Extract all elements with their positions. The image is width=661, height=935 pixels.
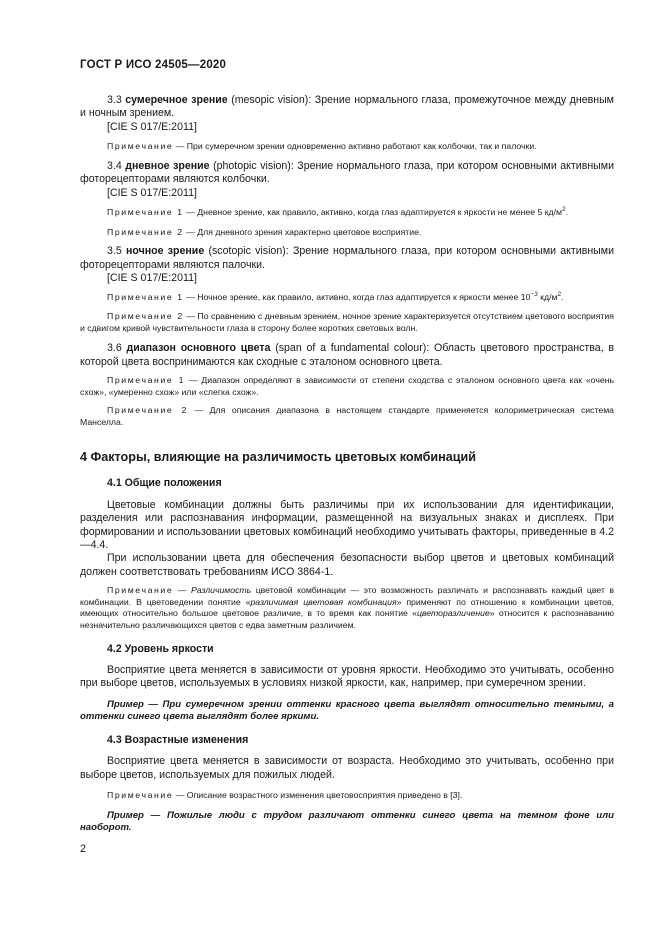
- term-3-5: [80, 245, 614, 334]
- paragraph: Цветовые комбинации должны быть различимы при их использовании для идентификации, разделения или распознавания информации, размещенной на визуальных знаках и дисплеях. При формировании и использовании цветовых комбинаций необходимо учитывать факторы, приведенные в 4.2—4.4.: [80, 498, 614, 552]
- subsection-4-1: [80, 477, 614, 631]
- term-source: [CIE S 017/E:2011]: [107, 186, 197, 199]
- term-text: (mesopic vision): Зрение нормального глаза, промежуточное между дневным и ночным зрением.: [80, 94, 614, 120]
- term-number: 3.5: [107, 245, 122, 258]
- example: Пример — При сумеречном зрении оттенки красного цвета выглядят относительно темными, а оттенки синего цвета выглядят более яркими.: [80, 698, 614, 723]
- note-label: Примечание: [107, 375, 174, 386]
- term-number: 3.3: [107, 94, 122, 106]
- note-text: — Для дневного зрения характерно цветовое восприятие.: [183, 226, 422, 237]
- note-label: Примечание: [107, 141, 174, 152]
- term-note-1: [80, 375, 614, 398]
- page-content: [80, 94, 614, 835]
- note-label: Примечание: [107, 207, 174, 218]
- section-title: 4 Факторы, влияющие на различимость цветовых комбинаций: [80, 450, 476, 465]
- term-name: диапазон основного цвета: [126, 342, 271, 355]
- note-text: — Дневное зрение, как правило, активно, когда глаз адаптируется к яркости не менее 5 кд/м: [183, 207, 562, 218]
- note-text: — Для описания диапазона в настоящем стандарте применяется колориметрическая система Манселла.: [80, 405, 614, 427]
- subsection-title: 4.1 Общие положения: [107, 477, 222, 490]
- term-source: [CIE S 017/E:2011]: [107, 120, 197, 133]
- note-end: .: [565, 207, 569, 218]
- subsection-4-2: [80, 643, 614, 724]
- superscript: 2: [557, 291, 562, 299]
- page-number: 2: [80, 843, 87, 855]
- term-text: (span of a fundamental colour): Область цветового пространства, в которой цвета воспринимаются как сходные с эталоном основного цвета.: [80, 342, 614, 368]
- note-number: 1: [173, 292, 184, 303]
- section-note: [80, 585, 614, 631]
- term-note-2: [80, 405, 614, 428]
- term-3-3: [80, 94, 614, 153]
- term-name: сумеречное зрение: [125, 94, 228, 106]
- term-text: (scotopic vision): Зрение нормального глаза, при котором основными активными фоторецепторами являются палочки.: [80, 245, 614, 271]
- term-note: [80, 141, 614, 153]
- note-label: Примечание: [107, 790, 174, 801]
- note-text: — Ночное зрение, как правило, активно, когда глаз адаптируется к яркости менее 10: [183, 292, 531, 303]
- note-number: 2: [173, 226, 184, 237]
- note-text: — Диапазон определяют в зависимости от степени сходства с эталоном основного цвета как «очень схож», «умеренно схож» или «слегка схож».: [80, 375, 614, 397]
- term-3-4: [80, 160, 614, 238]
- note-number: 1: [173, 207, 184, 218]
- subsection-4-3: [80, 734, 614, 835]
- note-end: .: [561, 292, 564, 303]
- note-text: — Описание возрастного изменения цветовосприятия приведено в [3].: [173, 790, 463, 801]
- term-number: 3.6: [107, 342, 122, 355]
- term-note-2: [80, 311, 614, 334]
- term-definition: [80, 160, 614, 187]
- term-note-1: [80, 207, 614, 219]
- note-unit: кд/м: [537, 292, 558, 303]
- paragraph: При использовании цвета для обеспечения безопасности выбор цветов и цветовых комбинаций должен соответствовать требованиям ИСО 3864-1.: [80, 552, 614, 578]
- term-definition: [80, 245, 614, 272]
- paragraph: Восприятие цвета меняется в зависимости от возраста. Необходимо это учитывать, особенно при выборе цветов, используемых для пожилых людей.: [80, 755, 614, 781]
- note-text: » применяют по отношению к комбинации цветов, имеющих относительно большое цветовое различие, в то время как понятие «: [80, 596, 615, 619]
- note-label: Примечание: [107, 311, 174, 322]
- example: Пример — Пожилые люди с трудом различают оттенки синего цвета на темном фоне или наоборот.: [80, 809, 614, 834]
- note-label: Примечание: [107, 405, 174, 416]
- superscript: −3: [530, 291, 538, 299]
- term-3-6: [80, 342, 614, 428]
- note-number: 2: [173, 311, 184, 322]
- term-text: (photopic vision): Зрение нормального глаза, при котором основными активными фоторецепторами являются колбочки.: [80, 159, 614, 186]
- note-italic: Различимость: [190, 585, 252, 596]
- note-text: цветовой комбинации — это возможность различать и распознавать каждый цвет в комбинации. В цветоведении понятие «: [80, 585, 615, 607]
- term-definition: [80, 94, 614, 121]
- term-name: ночное зрение: [126, 245, 205, 258]
- term-note-1: [80, 292, 614, 304]
- note-italic: цветоразличение: [416, 608, 490, 619]
- note-label: Примечание: [107, 585, 174, 596]
- paragraph: Восприятие цвета меняется в зависимости от уровня яркости. Необходимо это учитывать, особенно при выборе цветов, используемых в условиях низкой яркости, как, например, при сумеречном зрении.: [80, 664, 614, 690]
- section-note: [80, 790, 614, 802]
- term-number: 3.4: [107, 159, 122, 172]
- note-text: — По сравнению с дневным зрением, ночное зрение характеризуется отсутствием цветового восприятия и сдвигом кривой чувствительности глаза в сторону более коротких световых волн.: [80, 311, 614, 333]
- term-note-2: [80, 227, 614, 239]
- note-text: — При сумеречном зрении одновременно активно работают как колбочки, так и палочки.: [173, 141, 537, 152]
- term-source: [CIE S 017/E:2011]: [107, 272, 197, 285]
- note-label: Примечание: [107, 226, 174, 237]
- note-number: 2: [173, 405, 188, 416]
- note-text: » относится к распознаванию незначительно различающихся цветов с едва заметным различием.: [80, 608, 614, 631]
- term-name: дневное зрение: [125, 159, 210, 172]
- note-dash: —: [173, 585, 191, 596]
- term-definition: [80, 342, 614, 369]
- document-header: ГОСТ Р ИСО 24505—2020: [80, 59, 227, 71]
- note-italic: различимая цветовая комбинация: [250, 596, 397, 607]
- note-number: 1: [173, 375, 186, 386]
- subsection-title: 4.2 Уровень яркости: [107, 642, 214, 655]
- note-label: Примечание: [107, 292, 174, 303]
- superscript: 2: [561, 206, 566, 214]
- subsection-title: 4.3 Возрастные изменения: [107, 734, 249, 747]
